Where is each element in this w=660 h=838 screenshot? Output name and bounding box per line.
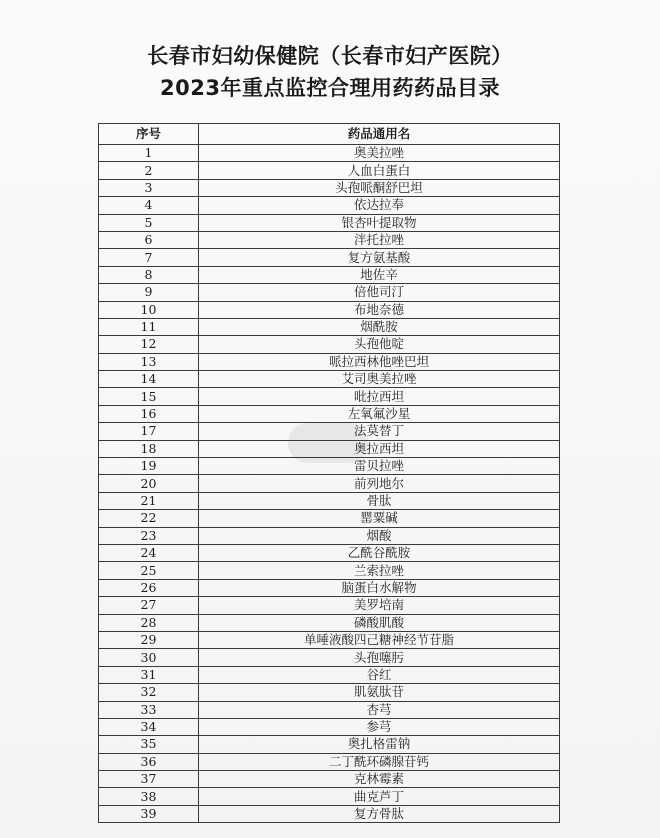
header-drug-name: 药品通用名 — [199, 124, 560, 145]
table-row — [99, 423, 560, 440]
table-row — [99, 544, 560, 561]
drug-name-cell: 罂粟碱 — [199, 510, 560, 527]
serial-number-cell: 5 — [99, 214, 199, 231]
document-title-line2: 2023年重点监控合理用药药品目录 — [160, 76, 500, 100]
table-row — [99, 666, 560, 683]
drug-name-cell: 奥拉西坦 — [199, 440, 560, 457]
drug-name-cell: 法莫替丁 — [199, 423, 560, 440]
serial-number-cell: 4 — [99, 197, 199, 214]
drug-name-cell: 乙酰谷酰胺 — [199, 544, 560, 561]
serial-number-cell: 1 — [99, 145, 199, 162]
serial-number-cell: 7 — [99, 249, 199, 266]
serial-number-cell: 35 — [99, 736, 199, 753]
drug-name-cell: 美罗培南 — [199, 597, 560, 614]
serial-number-cell: 36 — [99, 753, 199, 770]
serial-number-cell: 33 — [99, 701, 199, 718]
header-serial-number: 序号 — [99, 124, 199, 145]
drug-name-cell: 脑蛋白水解物 — [199, 579, 560, 596]
serial-number-cell: 29 — [99, 631, 199, 648]
drug-name-cell: 杏芎 — [199, 701, 560, 718]
drug-name-cell: 头孢噻肟 — [199, 649, 560, 666]
drug-name-cell: 奥扎格雷钠 — [199, 736, 560, 753]
table-row — [99, 736, 560, 753]
serial-number-cell: 27 — [99, 597, 199, 614]
document-title-line1: 长春市妇幼保健院（长春市妇产医院） — [147, 44, 513, 68]
serial-number-cell: 31 — [99, 666, 199, 683]
table-row — [99, 684, 560, 701]
serial-number-cell: 9 — [99, 284, 199, 301]
serial-number-cell: 38 — [99, 788, 199, 805]
drug-name-cell: 泮托拉唑 — [199, 231, 560, 248]
table-row — [99, 458, 560, 475]
drug-name-cell: 谷红 — [199, 666, 560, 683]
drug-name-cell: 烟酰胺 — [199, 318, 560, 335]
drug-name-cell: 人血白蛋白 — [199, 162, 560, 179]
serial-number-cell: 39 — [99, 805, 199, 822]
serial-number-cell: 3 — [99, 179, 199, 196]
drug-name-cell: 二丁酰环磷腺苷钙 — [199, 753, 560, 770]
table-row — [99, 388, 560, 405]
table-row — [99, 440, 560, 457]
table-row — [99, 214, 560, 231]
table-row — [99, 162, 560, 179]
drug-name-cell: 参芎 — [199, 718, 560, 735]
drug-name-cell: 肌氨肽苷 — [199, 684, 560, 701]
table-row — [99, 353, 560, 370]
table-header-row — [99, 124, 560, 145]
serial-number-cell: 22 — [99, 510, 199, 527]
serial-number-cell: 8 — [99, 266, 199, 283]
serial-number-cell: 37 — [99, 771, 199, 788]
serial-number-cell: 11 — [99, 318, 199, 335]
drug-name-cell: 银杏叶提取物 — [199, 214, 560, 231]
serial-number-cell: 14 — [99, 371, 199, 388]
serial-number-cell: 20 — [99, 475, 199, 492]
drug-name-cell: 头孢他啶 — [199, 336, 560, 353]
table-row — [99, 771, 560, 788]
serial-number-cell: 13 — [99, 353, 199, 370]
table-row — [99, 753, 560, 770]
serial-number-cell: 19 — [99, 458, 199, 475]
serial-number-cell: 30 — [99, 649, 199, 666]
table-row — [99, 405, 560, 422]
table-row — [99, 266, 560, 283]
table-row — [99, 562, 560, 579]
drug-name-cell: 艾司奥美拉唑 — [199, 371, 560, 388]
serial-number-cell: 18 — [99, 440, 199, 457]
table-row — [99, 649, 560, 666]
table-row — [99, 371, 560, 388]
drug-name-cell: 地佐辛 — [199, 266, 560, 283]
table-row — [99, 701, 560, 718]
drug-name-cell: 单唾液酸四己糖神经节苷脂 — [199, 631, 560, 648]
drug-name-cell: 磷酸肌酸 — [199, 614, 560, 631]
table-row — [99, 475, 560, 492]
table-row — [99, 145, 560, 162]
drug-name-cell: 布地奈德 — [199, 301, 560, 318]
serial-number-cell: 16 — [99, 405, 199, 422]
drug-name-cell: 曲克芦丁 — [199, 788, 560, 805]
serial-number-cell: 21 — [99, 492, 199, 509]
drug-name-cell: 倍他司汀 — [199, 284, 560, 301]
table-body — [99, 145, 560, 823]
drug-name-cell: 头孢哌酮舒巴坦 — [199, 179, 560, 196]
serial-number-cell: 32 — [99, 684, 199, 701]
serial-number-cell: 24 — [99, 544, 199, 561]
drug-name-cell: 雷贝拉唑 — [199, 458, 560, 475]
table-row — [99, 614, 560, 631]
table-row — [99, 805, 560, 822]
table-row — [99, 179, 560, 196]
serial-number-cell: 10 — [99, 301, 199, 318]
drug-name-cell: 克林霉素 — [199, 771, 560, 788]
table-row — [99, 631, 560, 648]
serial-number-cell: 34 — [99, 718, 199, 735]
drug-catalog-table — [98, 123, 560, 823]
serial-number-cell: 6 — [99, 231, 199, 248]
table-row — [99, 231, 560, 248]
serial-number-cell: 28 — [99, 614, 199, 631]
table-row — [99, 318, 560, 335]
serial-number-cell: 26 — [99, 579, 199, 596]
table-row — [99, 510, 560, 527]
drug-name-cell: 哌拉西林他唑巴坦 — [199, 353, 560, 370]
drug-name-cell: 骨肽 — [199, 492, 560, 509]
serial-number-cell: 17 — [99, 423, 199, 440]
table-row — [99, 597, 560, 614]
drug-name-cell: 依达拉奉 — [199, 197, 560, 214]
table-row — [99, 718, 560, 735]
drug-name-cell: 前列地尔 — [199, 475, 560, 492]
table-row — [99, 284, 560, 301]
drug-name-cell: 复方骨肽 — [199, 805, 560, 822]
table-row — [99, 788, 560, 805]
serial-number-cell: 23 — [99, 527, 199, 544]
table-row — [99, 301, 560, 318]
drug-name-cell: 左氧氟沙星 — [199, 405, 560, 422]
table-row — [99, 492, 560, 509]
drug-name-cell: 奥美拉唑 — [199, 145, 560, 162]
serial-number-cell: 2 — [99, 162, 199, 179]
drug-name-cell: 复方氨基酸 — [199, 249, 560, 266]
drug-name-cell: 烟酸 — [199, 527, 560, 544]
table-row — [99, 197, 560, 214]
table-row — [99, 249, 560, 266]
table-row — [99, 527, 560, 544]
table-row — [99, 579, 560, 596]
drug-name-cell: 吡拉西坦 — [199, 388, 560, 405]
serial-number-cell: 25 — [99, 562, 199, 579]
serial-number-cell: 12 — [99, 336, 199, 353]
drug-name-cell: 兰索拉唑 — [199, 562, 560, 579]
serial-number-cell: 15 — [99, 388, 199, 405]
table-row — [99, 336, 560, 353]
